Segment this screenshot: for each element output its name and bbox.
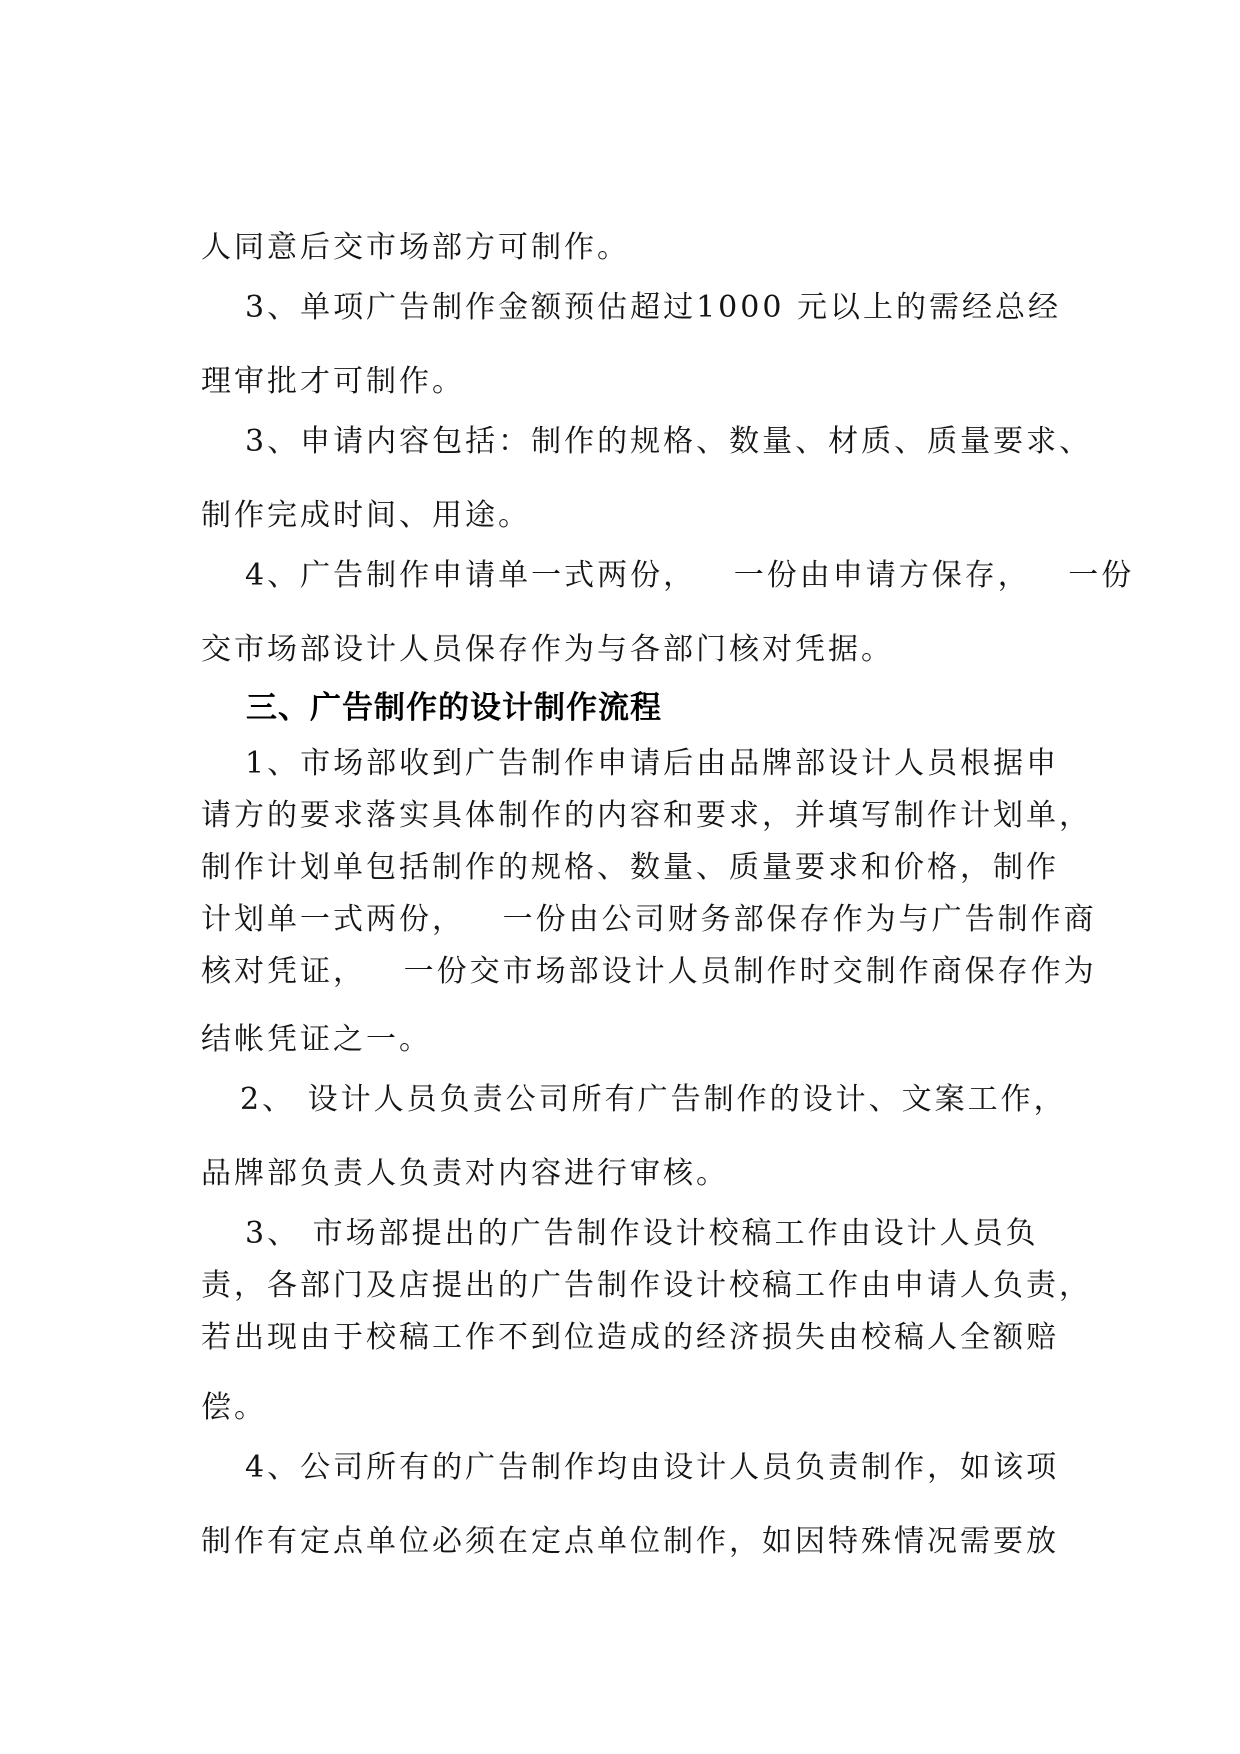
paragraph-line-5: 制作完成时间、用途。: [201, 498, 531, 533]
paragraph-line-15: 2、 设计人员负责公司所有广告制作的设计、文案工作，: [240, 1082, 1067, 1117]
paragraph-line-21: 4、公司所有的广告制作均由设计人员负责制作，如该项: [245, 1450, 1060, 1485]
paragraph-line-3: 理审批才可制作。: [201, 364, 465, 399]
paragraph-line-18: 责，各部门及店提出的广告制作设计校稿工作由申请人负责，: [201, 1268, 1092, 1303]
paragraph-line-13: 核对凭证， 一份交市场部设计人员制作时交制作商保存作为: [201, 954, 1097, 989]
paragraph-line-20: 偿。: [201, 1390, 267, 1425]
section-heading: 三、广告制作的设计制作流程: [246, 690, 662, 726]
paragraph-line-16: 品牌部负责人负责对内容进行审核。: [201, 1156, 729, 1191]
paragraph-line-14: 结帐凭证之一。: [201, 1022, 432, 1057]
paragraph-line-19: 若出现由于校稿工作不到位造成的经济损失由校稿人全额赔: [201, 1320, 1059, 1355]
paragraph-line-7: 交市场部设计人员保存作为与各部门核对凭据。: [201, 632, 894, 667]
paragraph-line-6: 4、广告制作申请单一式两份， 一份由申请方保存， 一份: [245, 558, 1135, 593]
paragraph-line-1: 人同意后交市场部方可制作。: [201, 230, 630, 265]
paragraph-line-2: 3、单项广告制作金额预估超过1000 元以上的需经总经: [245, 290, 1061, 325]
paragraph-line-11: 制作计划单包括制作的规格、数量、质量要求和价格，制作: [201, 850, 1059, 885]
paragraph-line-22: 制作有定点单位必须在定点单位制作，如因特殊情况需要放: [201, 1524, 1059, 1559]
paragraph-line-17: 3、 市场部提出的广告制作设计校稿工作由设计人员负: [245, 1216, 1039, 1251]
paragraph-line-10: 请方的要求落实具体制作的内容和要求，并填写制作计划单，: [201, 798, 1092, 833]
paragraph-line-12: 计划单一式两份， 一份由公司财务部保存作为与广告制作商: [201, 902, 1097, 937]
paragraph-line-9: 1、市场部收到广告制作申请后由品牌部设计人员根据申: [245, 746, 1060, 781]
paragraph-line-4: 3、申请内容包括：制作的规格、数量、材质、质量要求、: [245, 424, 1093, 459]
